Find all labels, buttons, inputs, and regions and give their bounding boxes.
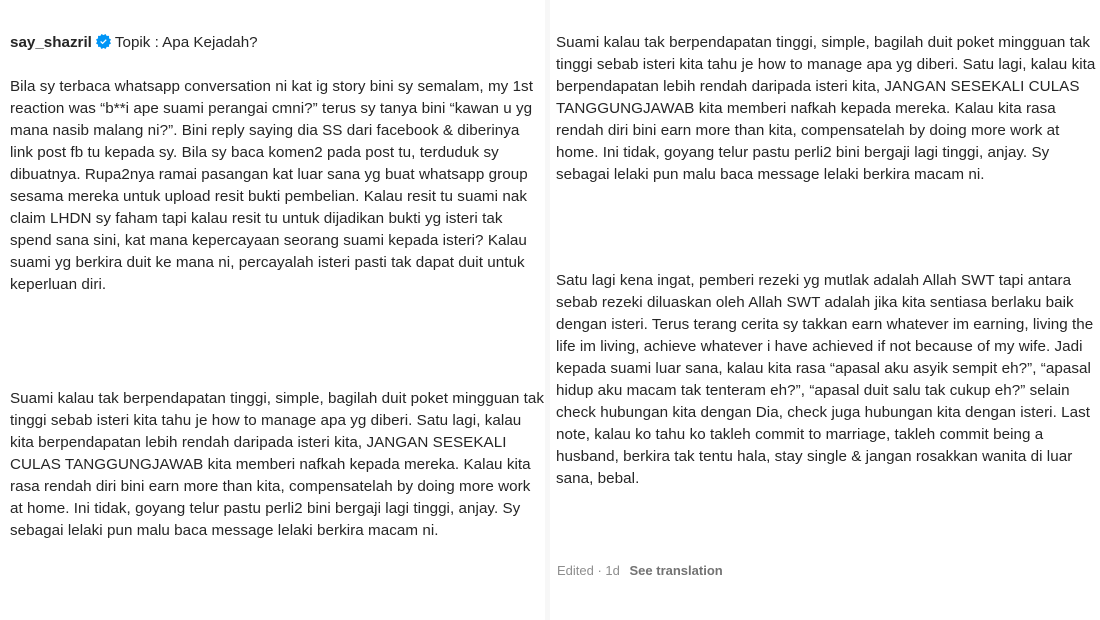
caption-paragraph-4: Satu lagi kena ingat, pemberi rezeki yg mutlak adalah Allah SWT tapi antara sebab rezeki diluaskan oleh Allah SWT adalah jika kita sentiasa berlaku baik dengan isteri. Terus terang cerita sy takkan earn whatever im earning, living the life im living, achieve whatever i have achieved if not because of my wife. Jadi kepada suami luar sana, kalau kita rasa “apasal aku asyik sempit eh?”, “apasal hidup aku macam tak tenteram eh?”, “apasal duit salu tak cukup eh?” selain check hubungan kita dengan Dia, check juga hubungan kita dengan isteri. Last note, kalau ko tahu ko takleh commit to marriage, takleh commit being a husband, berkira tak tentu hala, stay single & jangan rosakkan wanita di luar sana, bebal. — [556, 272, 1094, 487]
caption-paragraph-1: Bila sy terbaca whatsapp conversation ni kat ig story bini sy semalam, my 1st reaction was “b**i ape suami perangai cmni?” terus sy tanya bini “kawan u yg mana nasib malang ni?”. Bini reply saying dia SS dari facebook & diberinya link post fb tu kepada sy. Bila sy baca komen2 pada post tu, terduduk sy dibuatnya. Rupa2nya ramai pasangan kat luar sana yg buat whatsapp group sesama mereka untuk upload resit bukti pembelian. Kalau resit tu suami nak claim LHDN sy faham tapi kalau resit tu untuk dijadikan bukti yg isteri tak spend sana sini, kat mana kepercayaan seorang suami kepada isteri? Kalau suami yg berkira duit ke mana ni, percayalah isteri pasti tak dapat duit untuk keperluan diri. — [10, 78, 533, 293]
caption-topic: Topik : Apa Kejadah? — [114, 34, 258, 51]
post-meta — [557, 563, 723, 578]
caption-panel-right — [550, 0, 1100, 620]
verified-badge-icon — [96, 34, 111, 49]
caption-panel-left — [0, 0, 545, 620]
edited-timestamp: Edited · 1d — [557, 563, 620, 578]
caption-paragraph-2: Suami kalau tak berpendapatan tinggi, simple, bagilah duit poket mingguan tak tinggi sebab isteri kita tahu je how to manage apa yg diberi. Satu lagi, kalau kita berpendapatan lebih rendah daripada isteri kita, JANGAN SESEKALI CULAS TANGGUNGJAWAB kita memberi nafkah kepada mereka. Kalau kita rasa rendah diri bini earn more than kita, compensatelah by doing more work at home. Ini tidak, goyang telur pastu perli2 bini bergaji lagi tinggi, anjay. Sy sebagai lelaki pun malu baca message lelaki berkira macam ni. — [10, 390, 545, 539]
username-link[interactable]: say_shazril — [10, 34, 92, 51]
see-translation-link[interactable]: See translation — [629, 563, 723, 578]
caption-paragraph-3: Suami kalau tak berpendapatan tinggi, simple, bagilah duit poket mingguan tak tinggi sebab isteri kita tahu je how to manage apa yg diberi. Satu lagi, kalau kita berpendapatan lebih rendah daripada isteri kita, JANGAN SESEKALI CULAS TANGGUNGJAWAB kita memberi nafkah kepada mereka. Kalau kita rasa rendah diri bini earn more than kita, compensatelah by doing more work at home. Ini tidak, goyang telur pastu perli2 bini bergaji lagi tinggi, anjay. Sy sebagai lelaki pun malu baca message lelaki berkira macam ni. — [556, 34, 1096, 183]
caption-header — [10, 32, 258, 54]
